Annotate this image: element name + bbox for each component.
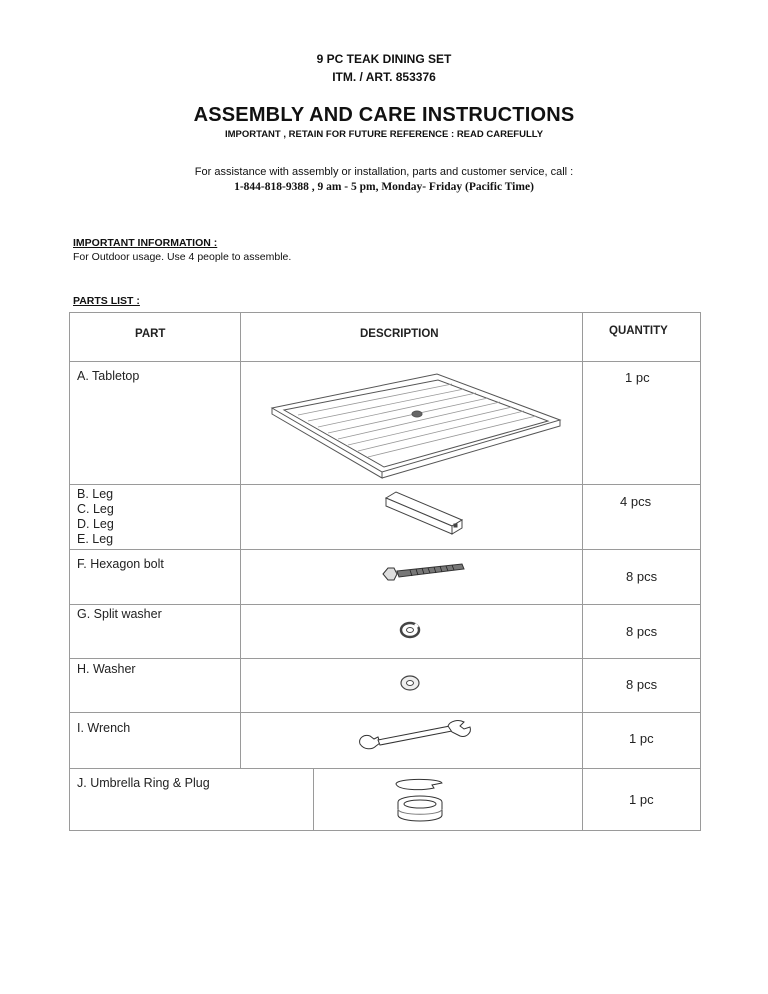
phone-info: 1-844-818-9388 , 9 am - 5 pm, Monday- Friday (Pacific Time) bbox=[234, 181, 534, 193]
part-quantity: 8 pcs bbox=[626, 624, 658, 639]
part-label: F. Hexagon bolt bbox=[77, 557, 164, 571]
info-text: For Outdoor usage. Use 4 people to assemble. bbox=[73, 251, 292, 263]
wrench-icon bbox=[356, 718, 474, 756]
part-quantity: 1 pc bbox=[629, 731, 654, 746]
info-heading: IMPORTANT INFORMATION : bbox=[73, 237, 218, 249]
item-number: ITM. / ART. 853376 bbox=[332, 70, 436, 84]
split-washer-icon bbox=[398, 620, 422, 640]
parts-heading: PARTS LIST : bbox=[73, 295, 140, 307]
part-label: D. Leg bbox=[77, 517, 114, 531]
part-label-group bbox=[77, 487, 114, 547]
part-label: C. Leg bbox=[77, 502, 114, 516]
part-label: G. Split washer bbox=[77, 607, 162, 621]
part-label: B. Leg bbox=[77, 487, 114, 501]
part-label: H. Washer bbox=[77, 662, 136, 676]
umbrella-ring-plug-icon bbox=[390, 775, 450, 827]
part-label: J. Umbrella Ring & Plug bbox=[77, 776, 210, 790]
part-quantity: 1 pc bbox=[625, 370, 650, 385]
part-label: A. Tabletop bbox=[77, 369, 140, 383]
tabletop-icon bbox=[262, 368, 572, 480]
column-header-quantity: QUANTITY bbox=[609, 325, 668, 337]
info-section bbox=[73, 237, 217, 249]
hexagon-bolt-icon bbox=[380, 560, 466, 590]
assistance-text: For assistance with assembly or installation, parts and customer service, call : bbox=[194, 166, 574, 178]
washer-icon bbox=[398, 673, 422, 693]
part-label: E. Leg bbox=[77, 532, 114, 546]
part-quantity: 4 pcs bbox=[620, 494, 652, 509]
part-label: I. Wrench bbox=[77, 721, 131, 735]
part-quantity: 1 pc bbox=[629, 792, 654, 807]
column-header-description: DESCRIPTION bbox=[360, 328, 439, 340]
product-name: 9 PC TEAK DINING SET bbox=[316, 52, 452, 66]
parts-section bbox=[73, 295, 140, 307]
leg-icon bbox=[384, 490, 464, 540]
page-title: ASSEMBLY AND CARE INSTRUCTIONS bbox=[193, 104, 575, 126]
part-quantity: 8 pcs bbox=[626, 569, 658, 584]
page-subtitle: IMPORTANT , RETAIN FOR FUTURE REFERENCE : READ CAREFULLY bbox=[224, 129, 544, 140]
part-quantity: 8 pcs bbox=[626, 677, 658, 692]
column-header-part: PART bbox=[135, 328, 166, 340]
